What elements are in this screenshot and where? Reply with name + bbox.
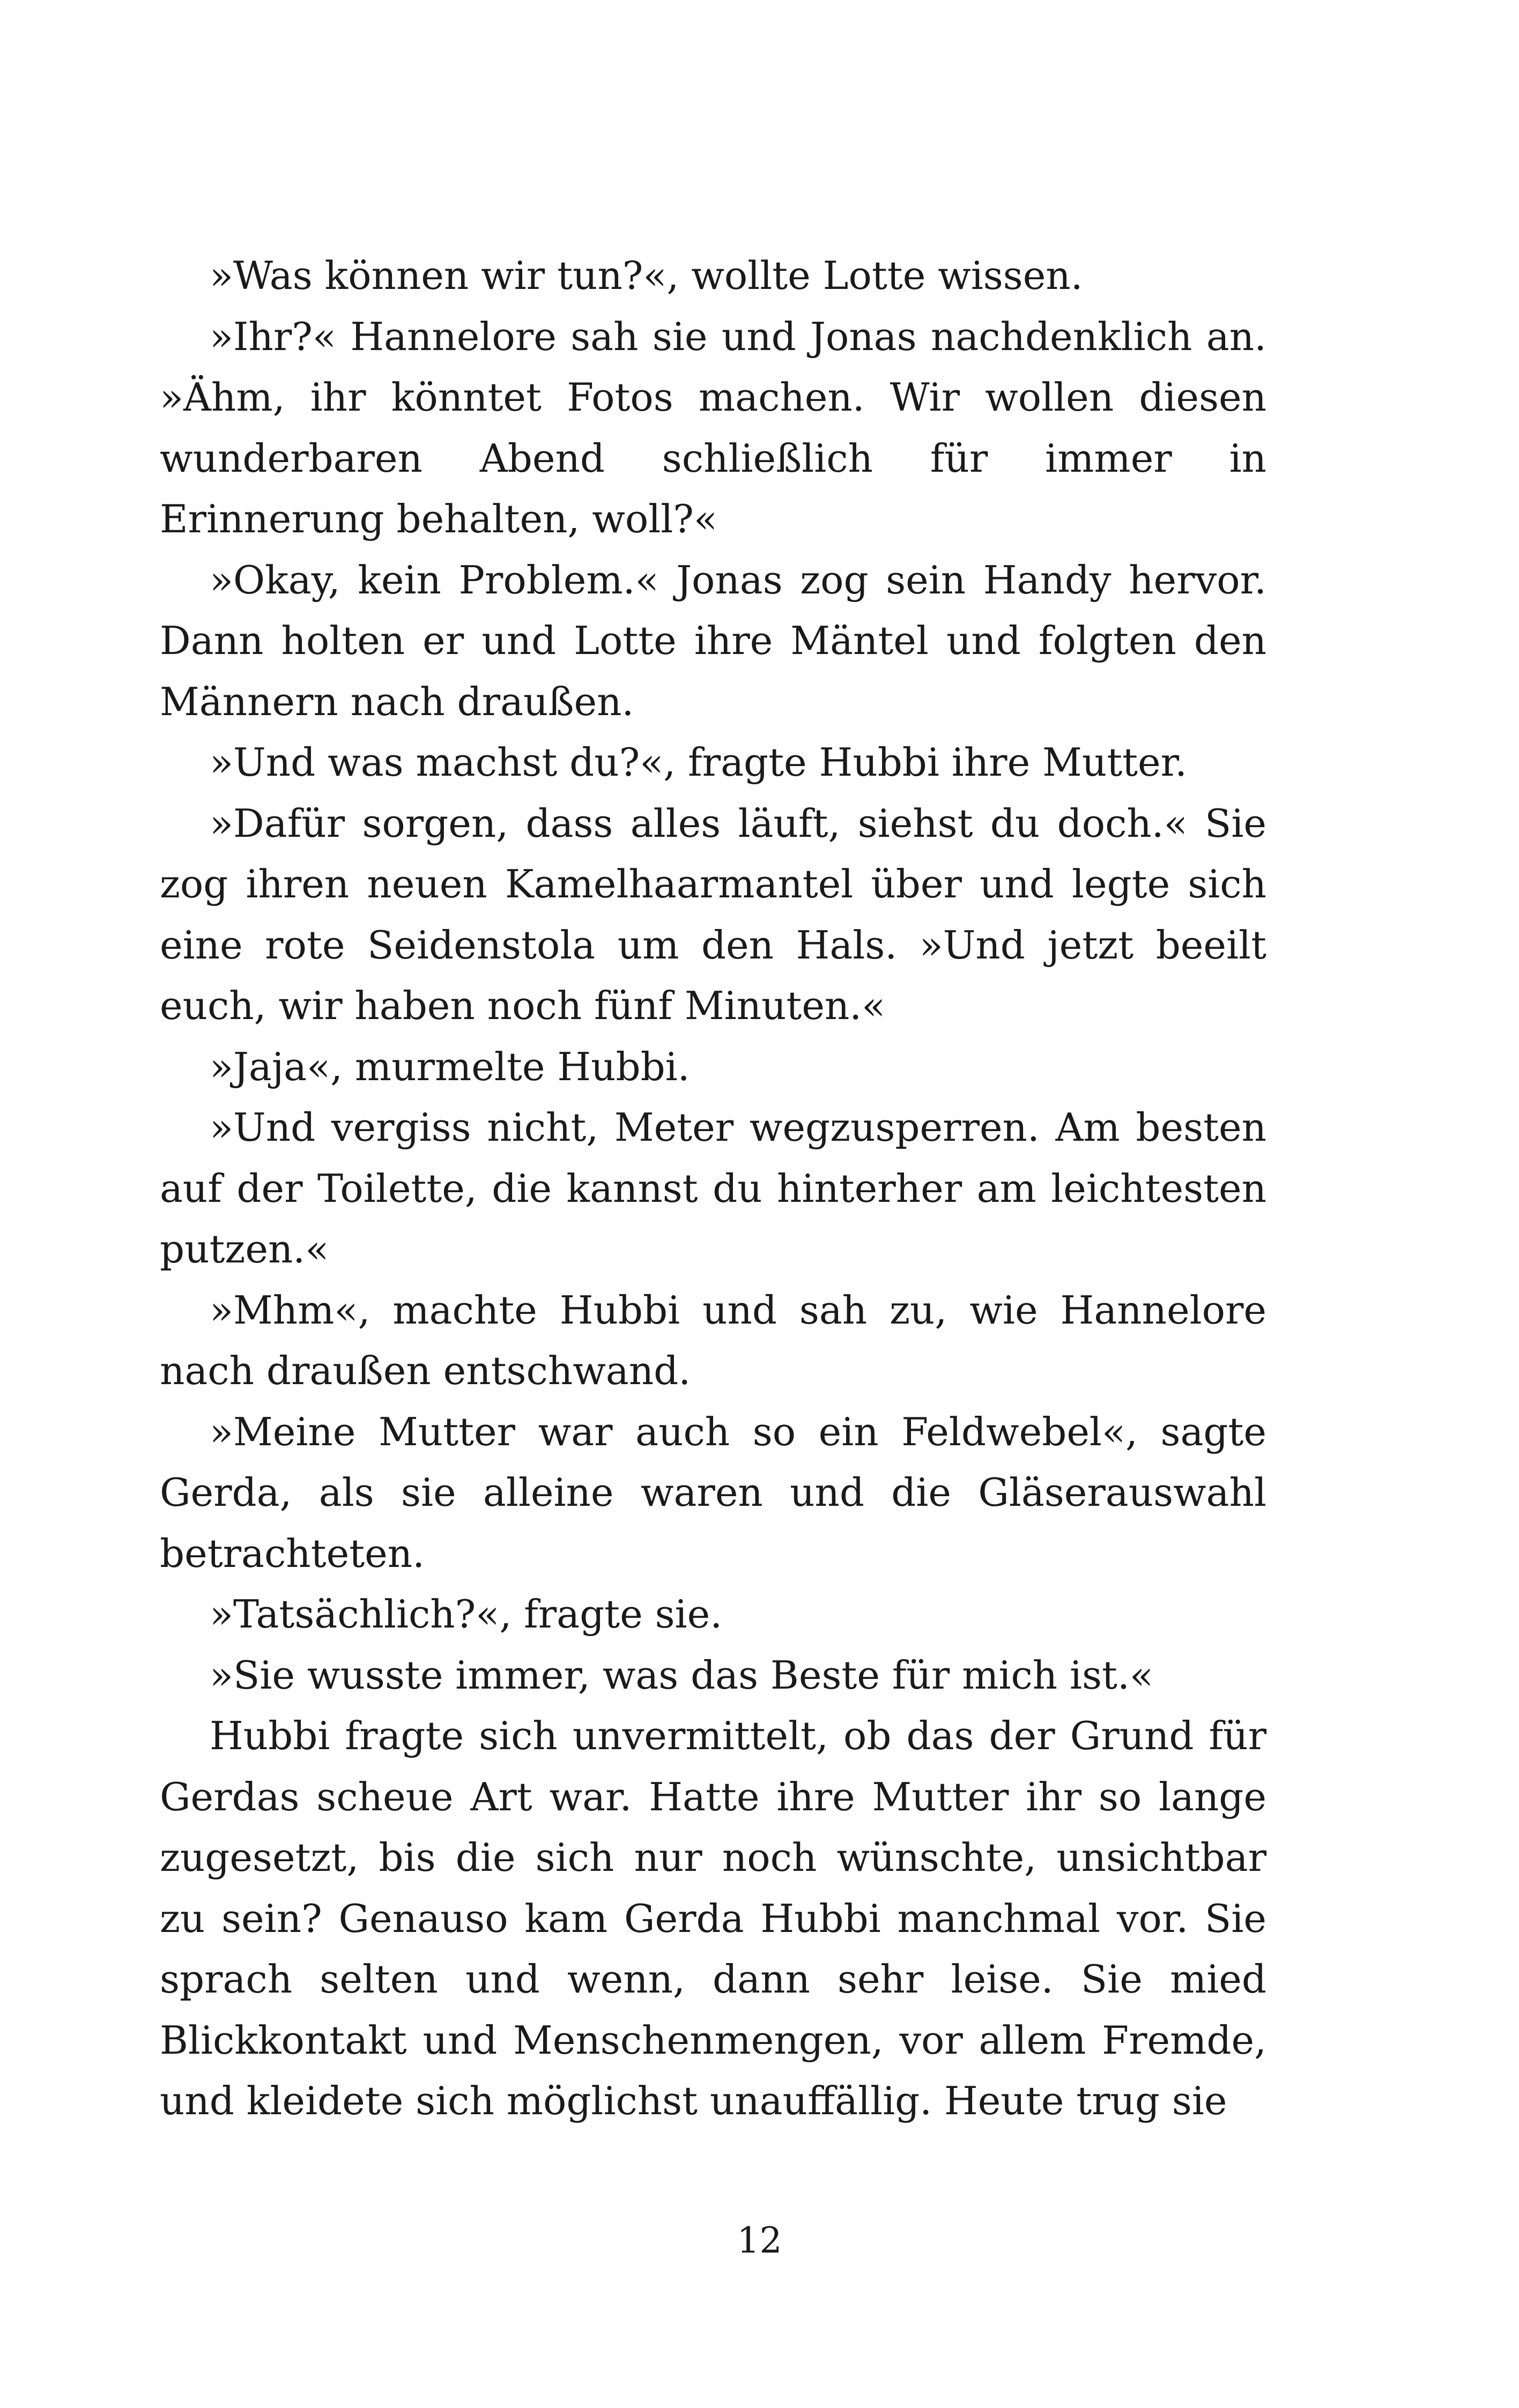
paragraph: »Sie wusste immer, was das Beste für mich ist.«	[210, 1652, 1153, 1698]
paragraph: »Ihr?« Hannelore sah sie und Jonas nachdenklich an. »Ähm, ihr könntet Fotos machen. Wir wollen diesen wunderbaren Abend schließlich für immer in Erinnerung behalten, woll?«	[160, 314, 1266, 541]
paragraph: »Tatsächlich?«, fragte sie.	[210, 1592, 723, 1637]
paragraph: »Und was machst du?«, fragte Hubbi ihre Mutter.	[210, 740, 1188, 785]
paragraph: »Mhm«, machte Hubbi und sah zu, wie Hannelore nach draußen entschwand.	[160, 1287, 1266, 1393]
paragraph: »Was können wir tun?«, wollte Lotte wissen.	[210, 253, 1083, 298]
paragraph: »Okay, kein Problem.« Jonas zog sein Handy hervor. Dann holten er und Lotte ihre Mäntel und folgten den Männern nach draußen.	[160, 557, 1266, 724]
paragraph: »Dafür sorgen, dass alles läuft, siehst du doch.« Sie zog ihren neuen Kamelhaarmantel über und legte sich eine rote Seidenstola um den Hals. »Und jetzt beeilt euch, wir haben noch fünf Minuten.«	[160, 800, 1266, 1028]
page-number: 12	[737, 2220, 782, 2261]
body-text	[160, 246, 1266, 2132]
paragraph: »Jaja«, murmelte Hubbi.	[210, 1044, 690, 1089]
paragraph: »Meine Mutter war auch so ein Feldwebel«, sagte Gerda, als sie alleine waren und die Gläserauswahl betrachteten.	[160, 1409, 1266, 1576]
paragraph: »Und vergiss nicht, Meter wegzusperren. Am besten auf der Toilette, die kannst du hinterher am leichtesten putzen.«	[160, 1105, 1266, 1272]
paragraph: Hubbi fragte sich unvermittelt, ob das der Grund für Gerdas scheue Art war. Hatte ihre Mutter ihr so lange zugesetzt, bis die sich nur noch wünschte, unsichtbar zu sein? Genauso kam Gerda Hubbi manchmal vor. Sie sprach selten und wenn, dann sehr leise. Sie mied Blickkontakt und Menschenmengen, vor allem Fremde, und kleidete sich möglichst unauffällig. Heute trug sie	[160, 1713, 1266, 2123]
